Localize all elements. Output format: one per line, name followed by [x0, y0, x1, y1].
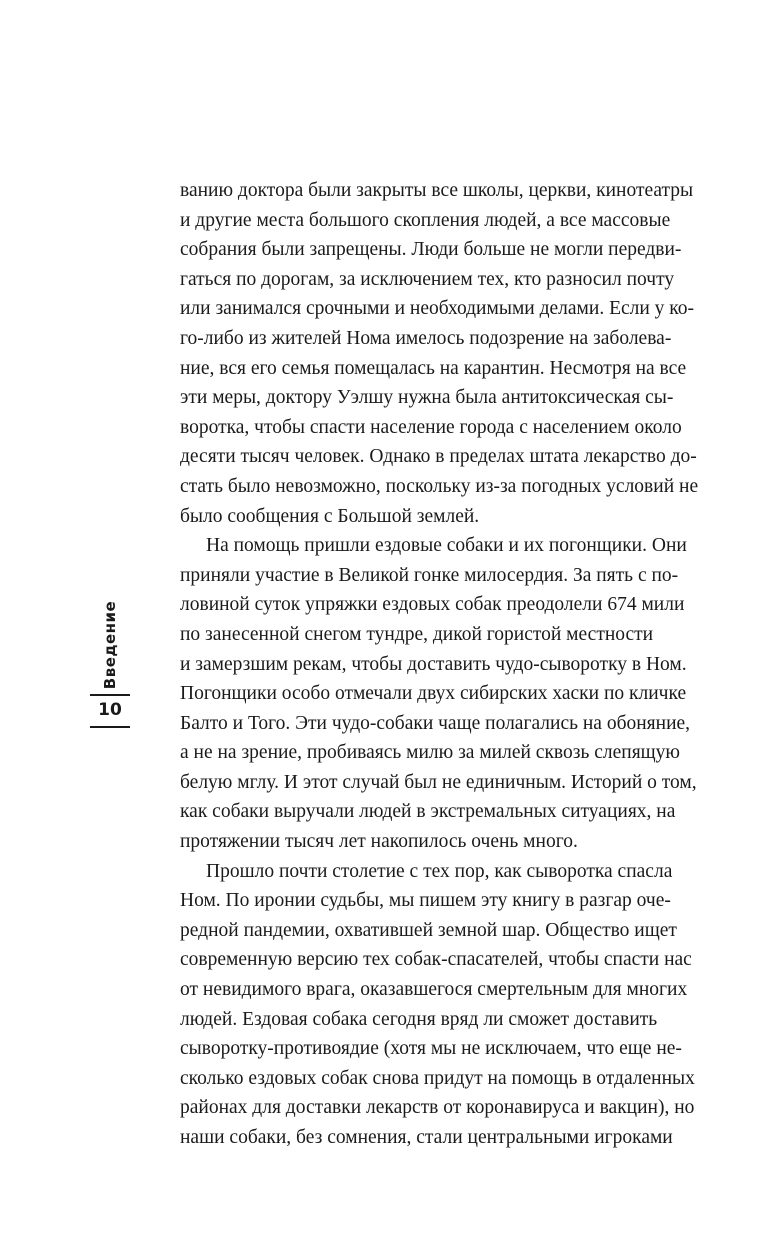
text-line: Прошло почти столетие с тех пор, как сыворотка спасла: [206, 860, 673, 882]
paragraph: [180, 531, 697, 857]
text-line: белую мглу. И этот случай был не единичным. Историй о том,: [180, 771, 697, 793]
text-line: наши собаки, без сомнения, стали центральными игроками: [180, 1127, 673, 1148]
text-line: людей. Ездовая собака сегодня вряд ли сможет доставить: [180, 1008, 658, 1030]
text-line: стать было невозможно, поскольку из-за погодных условий не: [180, 475, 699, 497]
text-line: районах для доставки лекарств от коронавируса и вакцин), но: [180, 1097, 695, 1119]
paragraph: [180, 857, 695, 1153]
text-line: эти меры, доктору Уэлшу нужна была антитоксическая сы-: [180, 387, 674, 409]
text-line: редной пандемии, охватившей земной шар. Общество ищет: [180, 919, 677, 941]
text-line: а не на зрение, пробиваясь милю за милей сквозь слепящую: [180, 742, 680, 764]
text-line: собрания были запрещены. Люди больше не могли передви-: [180, 239, 682, 261]
header-rule-bottom: [90, 726, 130, 728]
text-line: десяти тысяч человек. Однако в пределах штата лекарство до-: [180, 446, 697, 468]
text-line: и другие места большого скопления людей, а все массовые: [180, 209, 671, 231]
paragraph: [180, 176, 699, 531]
text-line: было сообщения с Большой землей.: [180, 505, 480, 527]
text-line: сыворотку-противоядие (хотя мы не исключаем, что еще не-: [180, 1038, 682, 1060]
text-line: Ном. По иронии судьбы, мы пишем эту книгу в разгар оче-: [180, 890, 671, 912]
section-title-text: Введение: [101, 600, 119, 690]
text-line: воротка, чтобы спасти население города с населением около: [180, 416, 682, 438]
text-line: Балто и Того. Эти чудо-собаки чаще полагались на обоняние,: [180, 712, 691, 734]
text-line: современную версию тех собак-спасателей, чтобы спасти нас: [180, 949, 692, 971]
text-line: или занимался срочными и необходимыми делами. Если у ко-: [180, 298, 695, 320]
text-line: протяжении тысяч лет накопилось очень много.: [180, 831, 578, 853]
text-line: и замерзшим рекам, чтобы доставить чудо-сыворотку в Ном.: [180, 653, 687, 675]
text-line: ние, вся его семья помещалась на карантин. Несмотря на все: [180, 357, 687, 379]
text-line: от невидимого врага, оказавшегося смертельным для многих: [180, 979, 688, 1001]
text-line: по занесенной снегом тундре, дикой гористой местности: [180, 623, 654, 645]
text-line: го-либо из жителей Нома имелось подозрение на заболева-: [180, 327, 672, 349]
text-line: приняли участие в Великой гонке милосердия. За пять с по-: [180, 564, 679, 586]
text-line: как собаки выручали людей в экстремальных ситуациях, на: [180, 801, 676, 823]
text-line: ванию доктора были закрыты все школы, церкви, кинотеатры: [180, 180, 694, 201]
header-rule-top: [90, 694, 130, 696]
text-line: гаться по дорогам, за исключением тех, кто разносил почту: [180, 268, 675, 290]
text-line: сколько ездовых собак снова придут на помощь в отдаленных: [180, 1067, 695, 1089]
page-number: 10: [98, 700, 122, 720]
body-text: [180, 176, 699, 1153]
text-line: На помощь пришли ездовые собаки и их погонщики. Они: [206, 535, 687, 557]
text-line: Погонщики особо отмечали двух сибирских хаски по кличке: [180, 683, 687, 705]
text-line: ловиной суток упряжки ездовых собак преодолели 674 мили: [180, 594, 685, 616]
running-head: [88, 600, 132, 750]
section-title: [88, 600, 132, 690]
